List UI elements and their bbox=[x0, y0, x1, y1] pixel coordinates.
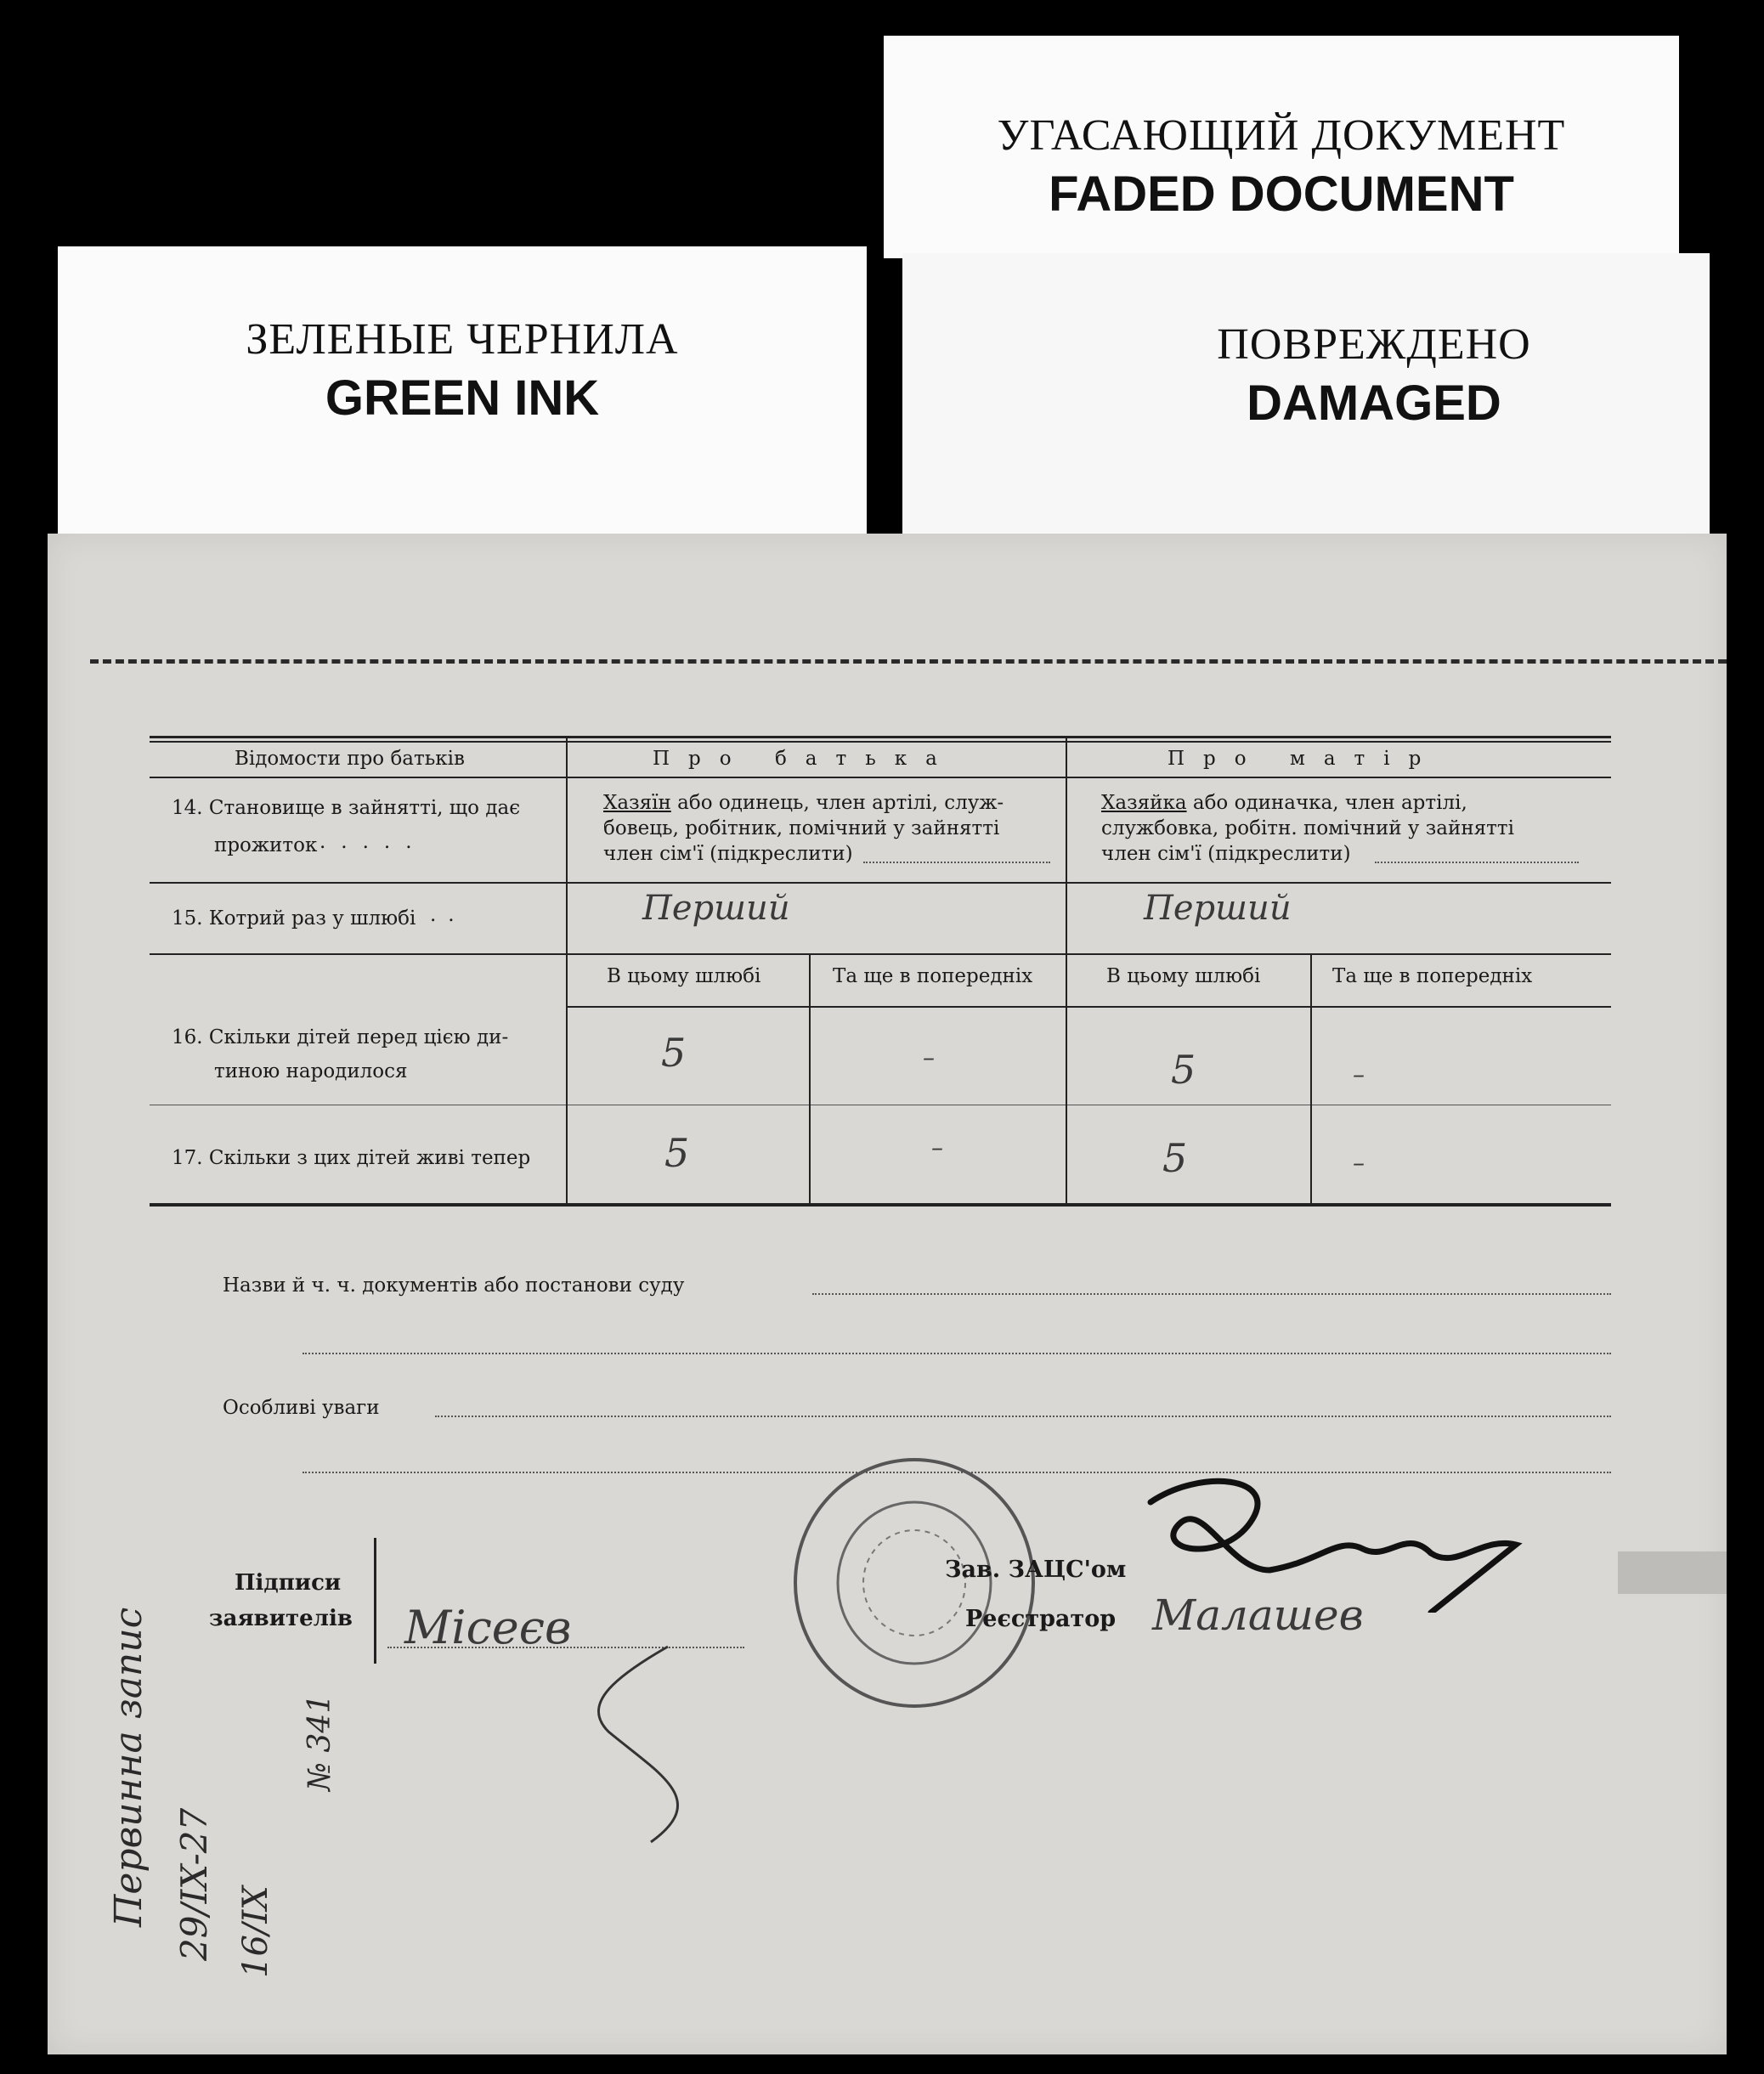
signature-flourish bbox=[557, 1630, 727, 1851]
row15-bottom-rule bbox=[150, 953, 1611, 955]
row16-mother-prev: – bbox=[1353, 1060, 1365, 1088]
header-bottom-rule bbox=[150, 777, 1611, 778]
green-ink-en: GREEN INK bbox=[325, 370, 600, 426]
green-ink-card bbox=[58, 246, 867, 554]
row16-mother-this: 5 bbox=[1171, 1047, 1196, 1093]
row14-father-line3: член сім'ї (підкреслити) bbox=[603, 843, 853, 865]
applicant-signature: Місеєв bbox=[404, 1601, 572, 1654]
row16-father-this: 5 bbox=[661, 1030, 687, 1076]
mother-previous-header: Та ще в попередніх bbox=[1332, 965, 1533, 987]
margin-note-date: 29/IX-27 bbox=[173, 1807, 215, 1961]
row14-label-line1: 14. Становище в зайнятті, що дає bbox=[172, 797, 521, 819]
damaged-en: DAMAGED bbox=[1247, 376, 1501, 431]
father-previous-header: Та ще в попередніх bbox=[833, 965, 1033, 987]
row15-mother-value: Перший bbox=[1144, 889, 1292, 928]
subheader-bottom-rule bbox=[568, 1006, 1611, 1008]
damaged-card bbox=[902, 253, 1710, 556]
mother-this-marriage-header: В цьому шлюбі bbox=[1106, 965, 1261, 987]
faded-document-ru: УГАСАЮЩИЙ ДОКУМЕНТ bbox=[997, 111, 1566, 160]
faded-document-en: FADED DOCUMENT bbox=[1049, 167, 1514, 222]
row14-label-line2: прожиток bbox=[214, 834, 318, 856]
green-ink-ru: ЗЕЛЕНЫЕ ЧЕРНИЛА bbox=[246, 315, 679, 364]
row14-father-line2: бовець, робітник, помічний у зайнятті bbox=[603, 817, 1000, 839]
father-owner-underlined: Хазяїн bbox=[603, 792, 671, 814]
row16-label-line2: тиною народилося bbox=[214, 1060, 408, 1082]
signature-bracket bbox=[374, 1538, 379, 1664]
row17-father-this: 5 bbox=[664, 1130, 690, 1176]
row15-label: 15. Котрий раз у шлюбі bbox=[172, 907, 416, 930]
table-bottom-rule bbox=[150, 1203, 1611, 1207]
row16-father-prev: – bbox=[923, 1043, 935, 1071]
row16-label-line1: 16. Скільки дітей перед цією ди- bbox=[172, 1026, 509, 1048]
row17-mother-prev: – bbox=[1353, 1149, 1365, 1177]
damage-patch bbox=[1618, 1551, 1727, 1594]
perforation-line bbox=[90, 659, 1727, 664]
signatures-label-line1: Підписи bbox=[235, 1570, 342, 1596]
official-seal bbox=[787, 1451, 1042, 1715]
mother-owner-underlined: Хазяйка bbox=[1101, 792, 1187, 814]
damaged-ru: ПОВРЕЖДЕНО bbox=[1217, 320, 1531, 369]
row14-mother-line1: Хазяйка або одиначка, член артілі, bbox=[1101, 792, 1467, 814]
head-label: Зав. ЗАЦС'ом bbox=[945, 1557, 1127, 1583]
table-top-rule bbox=[150, 736, 1611, 738]
about-mother-header: Про матір bbox=[1168, 748, 1440, 770]
registrar-label: Реєстратор bbox=[965, 1606, 1117, 1632]
margin-note-date-2: 16/IX bbox=[236, 1885, 275, 1978]
row15-father-value: Перший bbox=[642, 889, 790, 928]
about-father-header: Про батька bbox=[653, 748, 956, 770]
father-this-marriage-header: В цьому шлюбі bbox=[607, 965, 761, 987]
row17-father-prev: – bbox=[931, 1133, 943, 1161]
margin-note-number: № 341 bbox=[302, 1693, 337, 1791]
faded-document-card bbox=[884, 36, 1679, 258]
row14-mother-line2: службовка, робітн. помічний у зайнятті bbox=[1101, 817, 1514, 839]
registrar-signature: Малашев bbox=[1152, 1591, 1364, 1640]
row17-mother-this: 5 bbox=[1162, 1135, 1188, 1181]
row14-bottom-rule bbox=[150, 882, 1611, 884]
margin-note-primary: Первинна запис bbox=[107, 1607, 150, 1927]
signatures-label-line2: заявителів bbox=[209, 1606, 353, 1631]
row14-mother-line3: член сім'ї (підкреслити) bbox=[1101, 843, 1351, 865]
documents-label: Назви й ч. ч. документів або постанови суду bbox=[223, 1274, 685, 1297]
row17-label: 17. Скільки з цих дітей живі тепер bbox=[172, 1147, 531, 1169]
remarks-label: Особливі уваги bbox=[223, 1397, 380, 1419]
registry-form-sheet: Відомости про батьків Про батька Про матір 14. Становище в зайнятті, що дає прожиток ..... Хазяїн або одинець, член артілі, служ- бовець, робітник, помічний у зайнятті член сім'ї (підкреслити) Хазяйка або одиначка, член артілі, службовка, робітн. помічний у зайнятті член сім'ї (підкреслити) 15. Котрий раз у шлюбі .. Перший Перший В цьому шлюбі Та ще в попередніх В цьому шлюбі Та ще в попередніх 16. Скільки дітей перед цією ди- тиною народилося 5 – 5 – 17. Скільки з цих дітей живі тепер 5 – 5 – Назви й ч. ч. документів або постанови суду Особливі уваги Підписи заявителів Місеєв Зав. ЗАЦС'ом Реєстратор Малашев Первинна запис 29/IX-27 16/IX № 341 bbox=[48, 534, 1727, 2054]
row14-father-line1: Хазяїн або одинець, член артілі, служ- bbox=[603, 792, 1004, 814]
parents-info-header: Відомости про батьків bbox=[235, 748, 465, 770]
